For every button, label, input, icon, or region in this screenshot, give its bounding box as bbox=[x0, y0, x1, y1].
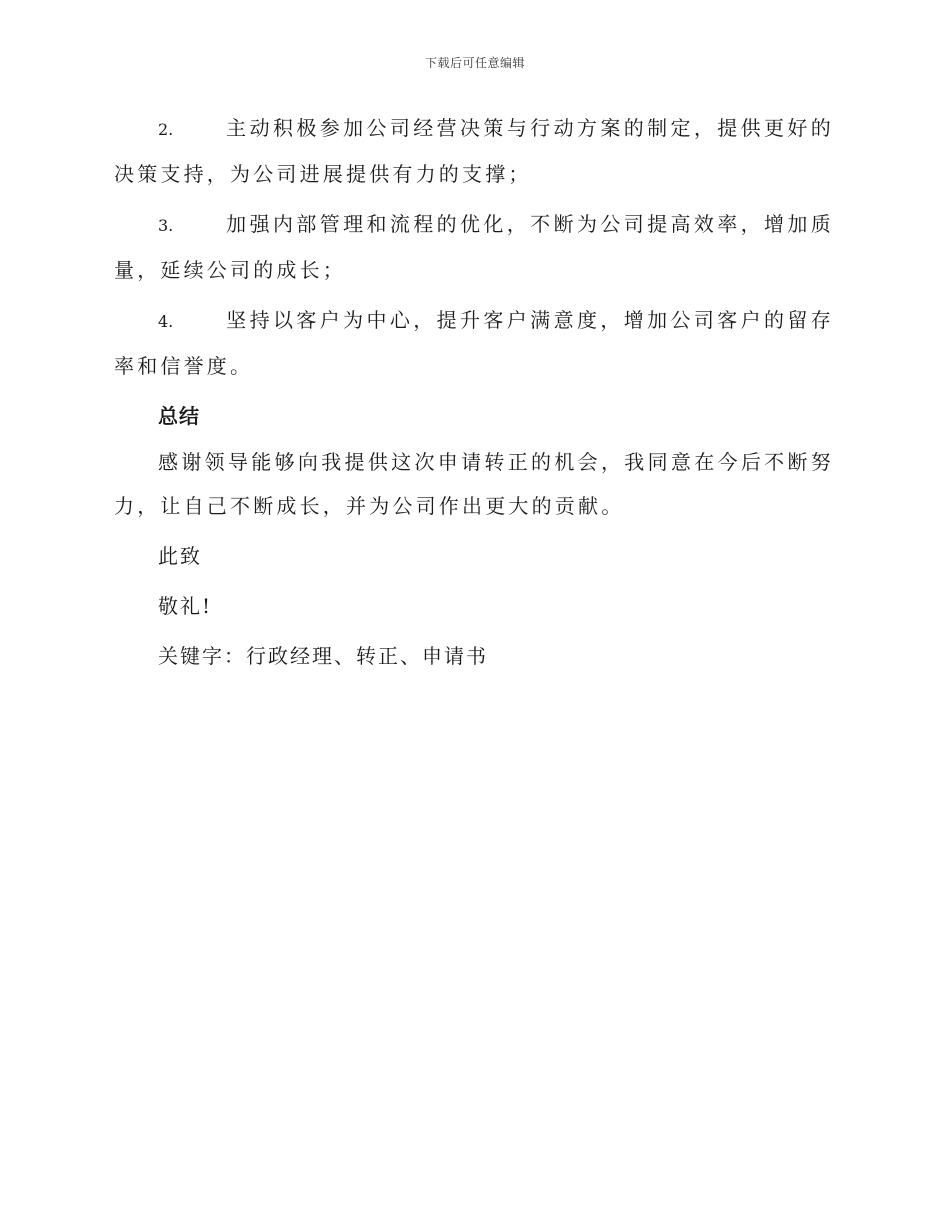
summary-heading: 总结 bbox=[158, 404, 200, 428]
summary-paragraph: 感谢领导能够向我提供这次申请转正的机会，我同意在今后不断努力，让自己不断成长，并为公司作出更大的贡献。 bbox=[114, 450, 834, 518]
list-item-text: 加强内部管理和流程的优化，不断为公司提高效率，增加质量，延续公司的成长； bbox=[114, 212, 834, 282]
list-item-4 bbox=[114, 298, 834, 388]
list-item-text: 坚持以客户为中心，提升客户满意度，增加公司客户的留存率和信誉度。 bbox=[114, 308, 834, 378]
closing-salutation: 此致 bbox=[158, 544, 202, 568]
list-item-3 bbox=[114, 202, 834, 292]
list-item-text: 主动积极参加公司经营决策与行动方案的制定，提供更好的决策支持，为公司进展提供有力的支撑； bbox=[114, 116, 834, 186]
list-item-number: 3. bbox=[158, 216, 174, 235]
keywords-line: 关键字：行政经理、转正、申请书 bbox=[158, 644, 488, 668]
document-body bbox=[114, 106, 834, 684]
list-item-2 bbox=[114, 106, 834, 196]
list-item-number: 4. bbox=[158, 312, 174, 331]
list-item-number: 2. bbox=[158, 120, 174, 139]
page-header: 下载后可任意编辑 bbox=[424, 56, 525, 70]
closing-regards: 敬礼! bbox=[158, 594, 213, 618]
